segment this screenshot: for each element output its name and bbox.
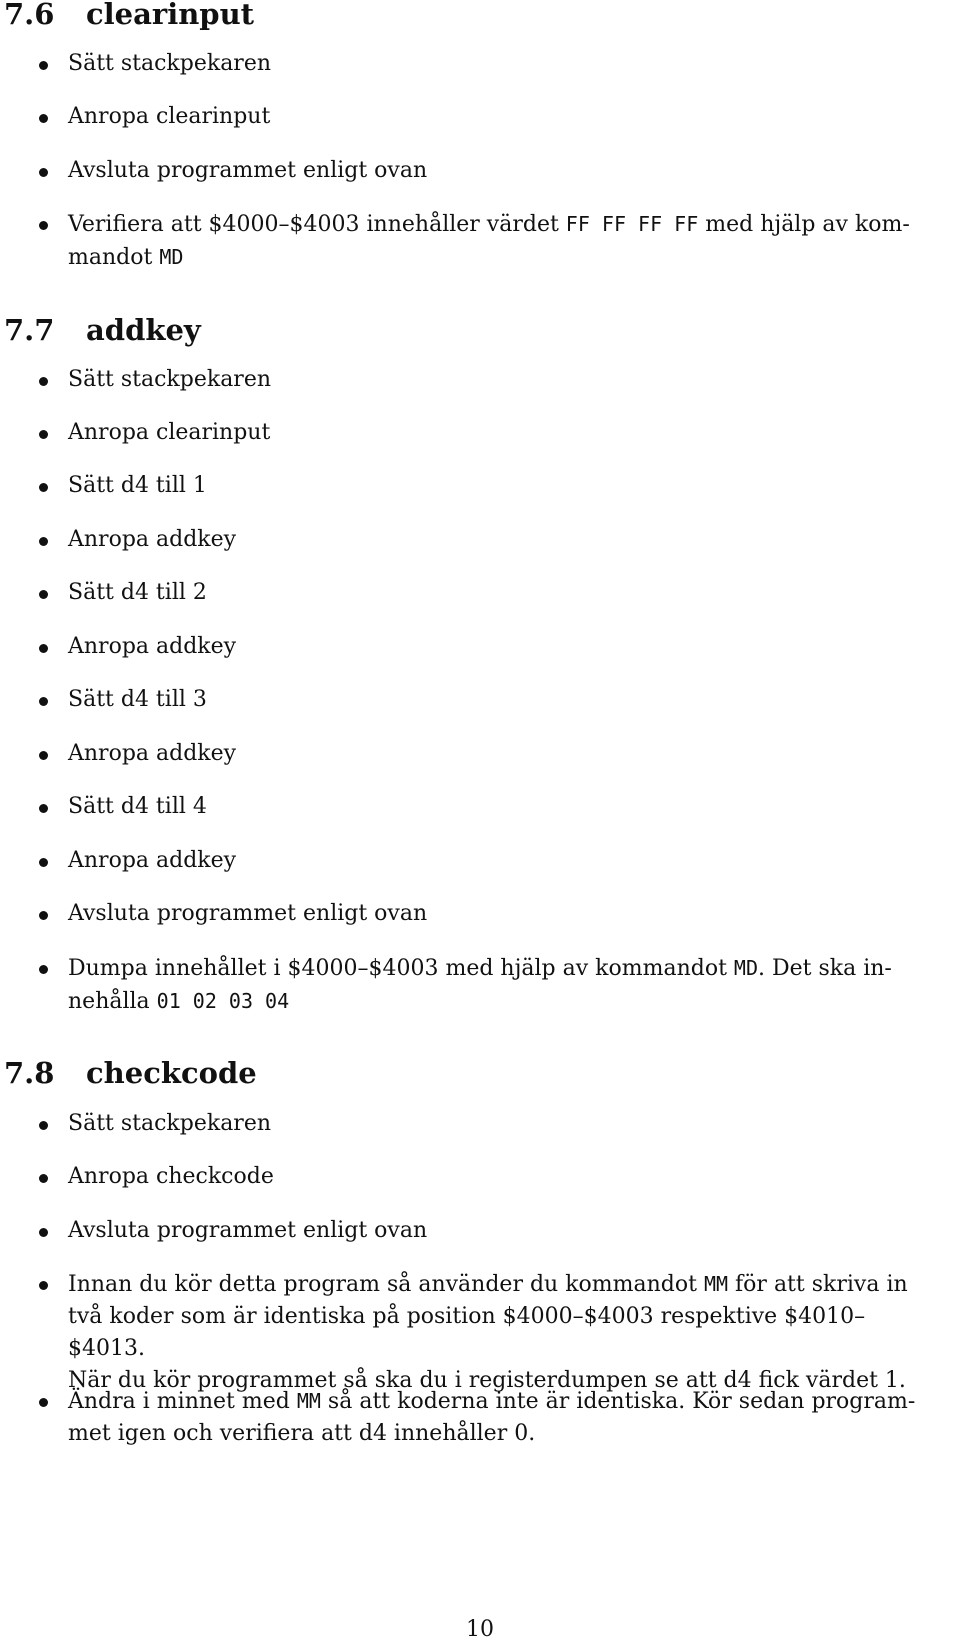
bullet-icon [39, 1174, 48, 1183]
list-item: Innan du kör detta program så använder du kommandot MM för att skriva in två koder som är identiska på position $4000–$4003 respektive $4010–$4013. När du kör programmet så ska du i registerdumpen se att d4 fick värdet 1. [30, 1268, 940, 1364]
bullet-icon [39, 697, 48, 706]
bullet-icon [39, 1228, 48, 1237]
section-number: 7.8 [4, 1056, 55, 1090]
bullet-icon [39, 168, 48, 177]
inline-code: 01 02 03 04 [156, 989, 290, 1013]
document-page: 7.6 clearinput Sätt stackpekaren Anropa clearinput Avsluta programmet enligt ovan Verifiera att $4000–$4003 innehåller värdet FF FF FF FF med hjälp av kom- mandot MD 7.7 addkey Sätt stackpekaren Anropa clearinput Sätt d4 till 1 Anropa addkey Sätt d4 till 2 Anropa addkey Sätt d4 till 3 Anropa addkey Sätt d4 till 4 Anropa addkey Avsluta programmet enligt ovan Dumpa innehållet i $4000–$4003 med hjälp av kommandot MD. Det ska in- nehålla 01 02 03 04 7.8 checkcode Sätt stackpekaren Anropa checkcode Avsluta programmet enligt ovan Innan du kör detta program så använder du kommandot MM för att skriva in två koder som är identiska på position $4000–$4003 respektive $4010–$4013. När du kör programmet så ska du i registerdumpen se att d4 fick värdet 1. Ändra i minnet med MM så att koderna inte är identiska. Kör sedan program- met igen och verifiera att d4 innehåller 0. 10 [0, 0, 960, 1643]
bullet-icon [39, 858, 48, 867]
inline-code: FF FF FF FF [565, 212, 699, 236]
bullet-icon [39, 804, 48, 813]
list-item: Dumpa innehållet i $4000–$4003 med hjälp av kommandot MD. Det ska in- nehålla 01 02 03 04 [30, 952, 940, 1016]
bullet-icon [39, 965, 48, 974]
section-title: addkey [86, 313, 201, 347]
section-heading [4, 313, 201, 347]
inline-code: MM [296, 1389, 321, 1413]
bullet-icon [39, 430, 48, 439]
bullet-icon [39, 1281, 48, 1290]
bullet-icon [39, 221, 48, 230]
section-number: 7.6 [4, 0, 55, 31]
bullet-icon [39, 751, 48, 760]
section-number: 7.7 [4, 313, 55, 347]
bullet-icon [39, 590, 48, 599]
bullet-icon [39, 911, 48, 920]
section-heading [4, 0, 254, 31]
bullet-icon [39, 644, 48, 653]
list-item: Ändra i minnet med MM så att koderna inte är identiska. Kör sedan program- met igen och verifiera att d4 innehåller 0. [30, 1385, 940, 1449]
section-title: clearinput [86, 0, 255, 31]
inline-code: MD [159, 245, 184, 269]
bullet-icon [39, 114, 48, 123]
inline-code: MM [703, 1272, 729, 1296]
bullet-icon [39, 1398, 48, 1407]
bullet-icon [39, 377, 48, 386]
list-item: Verifiera att $4000–$4003 innehåller värdet FF FF FF FF med hjälp av kom- mandot MD [30, 208, 940, 272]
bullet-icon [39, 537, 48, 546]
section-title: checkcode [86, 1056, 257, 1090]
inline-code: MD [733, 956, 759, 980]
bullet-icon [39, 483, 48, 492]
bullet-icon [39, 61, 48, 70]
section-heading [4, 1056, 257, 1090]
page-number: 10 [466, 1617, 494, 1642]
bullet-icon [39, 1121, 48, 1130]
